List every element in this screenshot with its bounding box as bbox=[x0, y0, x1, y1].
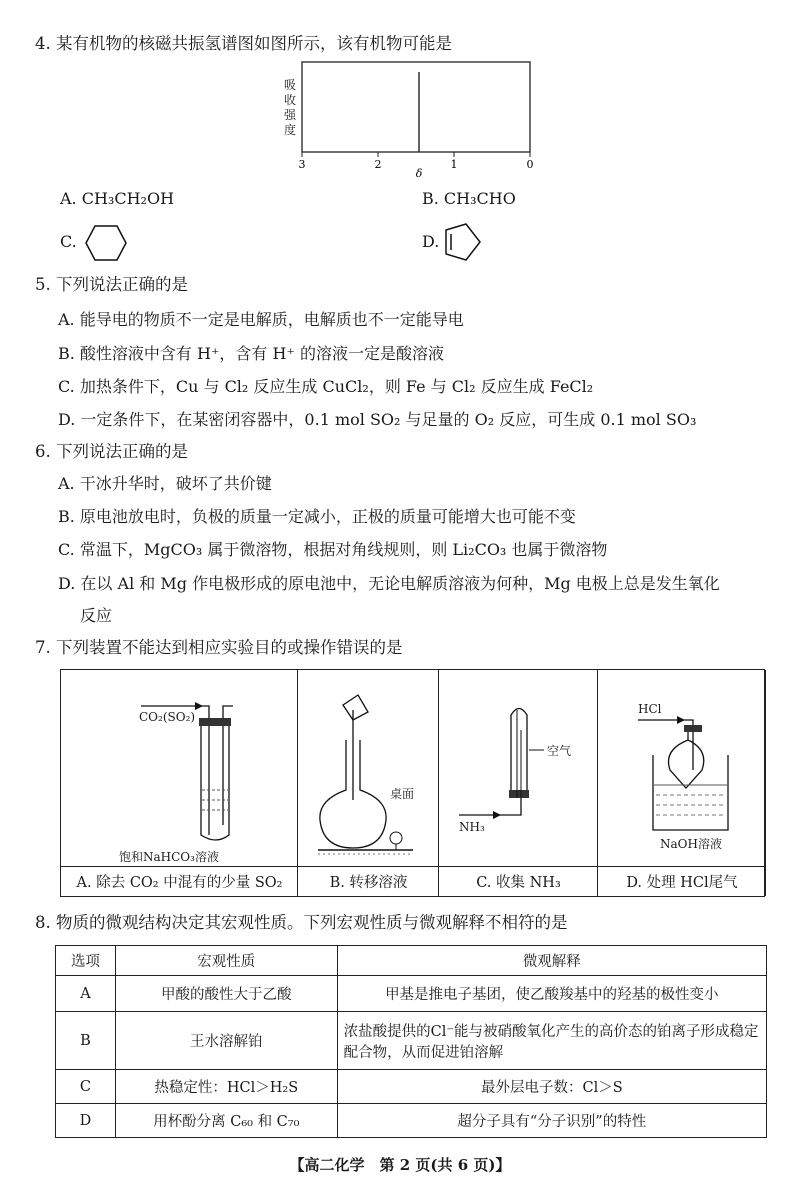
q6-option-a: A. 干冰升华时，破坏了共价键 bbox=[58, 474, 272, 493]
panel-d-caption: D. 处理 HCl尾气 bbox=[626, 875, 738, 891]
panel-a-solution-label: 饱和NaHCO₃溶液 bbox=[119, 850, 219, 864]
q4-option-a: A. CH₃CH₂OH bbox=[60, 189, 175, 208]
y-axis-label: 吸收强度 bbox=[284, 78, 297, 137]
panel-c-caption: C. 收集 NH₃ bbox=[476, 875, 561, 891]
q5-option-a: A. 能导电的物质不一定是电解质，电解质也不一定能导电 bbox=[58, 310, 464, 329]
row-d-macro: 用杯酚分离 C₆₀ 和 C₇₀ bbox=[115, 1104, 337, 1138]
panel-b-caption: B. 转移溶液 bbox=[329, 875, 408, 891]
panel-a bbox=[61, 670, 298, 896]
q6-option-d: D. 在以 Al 和 Mg 作电极形成的原电池中，无论电解质溶液为何种，Mg 电极上总是发生氧化 bbox=[58, 574, 720, 593]
table-row bbox=[56, 976, 767, 1012]
cyclopentene-structure bbox=[440, 222, 484, 264]
panel-d-hcl-label: HCl bbox=[638, 702, 662, 716]
page-footer: 【高二化学 第 2 页(共 6 页)】 bbox=[289, 1156, 511, 1174]
x-axis-label: δ bbox=[415, 167, 423, 180]
q6-option-b: B. 原电池放电时，负极的质量一定减小，正极的质量可能增大也可能不变 bbox=[58, 507, 576, 526]
q5-option-d: D. 一定条件下，在某密闭容器中，0.1 mol SO₂ 与足量的 O₂ 反应，可生成 0.1 mol SO₃ bbox=[58, 410, 697, 429]
row-b-macro: 王水溶解铂 bbox=[115, 1012, 337, 1070]
table-row bbox=[56, 1070, 767, 1104]
header-micro: 微观解释 bbox=[337, 946, 766, 976]
row-c-micro: 最外层电子数：Cl＞S bbox=[337, 1070, 766, 1104]
q6-stem: 6. 下列说法正确的是 bbox=[35, 442, 188, 461]
table-row bbox=[56, 1104, 767, 1138]
panel-c-nh3-label: NH₃ bbox=[459, 820, 485, 834]
row-c-macro: 热稳定性：HCl＞H₂S bbox=[115, 1070, 337, 1104]
q5-stem: 5. 下列说法正确的是 bbox=[35, 275, 188, 294]
panel-a-gas-label: CO₂(SO₂) bbox=[139, 710, 196, 724]
nmr-spectrum-plot bbox=[282, 60, 542, 185]
row-c-option: C bbox=[56, 1070, 116, 1104]
row-a-macro: 甲酸的酸性大于乙酸 bbox=[115, 976, 337, 1012]
panel-d-naoh-label: NaOH溶液 bbox=[660, 837, 722, 851]
panel-c-drawing bbox=[439, 670, 598, 866]
row-d-option: D bbox=[56, 1104, 116, 1138]
tick-label-2: 2 bbox=[374, 158, 382, 171]
row-b-option: B bbox=[56, 1012, 116, 1070]
q4-option-b: B. CH₃CHO bbox=[422, 189, 516, 208]
header-macro: 宏观性质 bbox=[115, 946, 337, 976]
q4-option-d: D. bbox=[422, 232, 440, 251]
cyclohexane-structure bbox=[84, 223, 128, 263]
q7-apparatus-table bbox=[60, 669, 765, 897]
table-row bbox=[56, 1012, 767, 1070]
tick-label-1: 1 bbox=[450, 158, 458, 171]
header-option: 选项 bbox=[56, 946, 116, 976]
q6-option-d-cont: 反应 bbox=[80, 606, 113, 625]
plot-frame bbox=[302, 62, 530, 152]
panel-c-air-label: 空气 bbox=[547, 744, 572, 758]
q6-option-c: C. 常温下，MgCO₃ 属于微溶物，根据对角线规则，则 Li₂CO₃ 也属于微溶物 bbox=[58, 540, 608, 559]
caption-divider bbox=[61, 866, 764, 867]
nmr-spectrum bbox=[282, 60, 542, 185]
q7-stem: 7. 下列装置不能达到相应实验目的或操作错误的是 bbox=[35, 638, 403, 657]
panel-b bbox=[298, 670, 439, 896]
row-b-micro: 浓盐酸提供的Cl⁻能与被硝酸氧化产生的高价态的铂离子形成稳定配合物，从而促进铂溶解 bbox=[337, 1012, 766, 1070]
panel-a-drawing bbox=[61, 670, 298, 866]
row-a-micro: 甲基是推电子基团，使乙酸羧基中的羟基的极性变小 bbox=[337, 976, 766, 1012]
q5-option-c: C. 加热条件下，Cu 与 Cl₂ 反应生成 CuCl₂，则 Fe 与 Cl₂ 反应生成 FeCl₂ bbox=[58, 377, 594, 396]
row-d-micro: 超分子具有“分子识别”的特性 bbox=[337, 1104, 766, 1138]
panel-c bbox=[439, 670, 598, 896]
tick-label-3: 3 bbox=[298, 158, 306, 171]
q5-option-b: B. 酸性溶液中含有 H⁺，含有 H⁺ 的溶液一定是酸溶液 bbox=[58, 344, 444, 363]
row-a-option: A bbox=[56, 976, 116, 1012]
panel-d bbox=[598, 670, 766, 896]
q4-stem: 4. 某有机物的核磁共振氢谱图如图所示，该有机物可能是 bbox=[35, 34, 452, 53]
q8-stem: 8. 物质的微观结构决定其宏观性质。下列宏观性质与微观解释不相符的是 bbox=[35, 913, 568, 932]
q8-table bbox=[55, 945, 767, 1138]
panel-a-caption: A. 除去 CO₂ 中混有的少量 SO₂ bbox=[76, 875, 283, 891]
q4-option-c: C. bbox=[60, 232, 77, 251]
panel-b-drawing bbox=[298, 670, 439, 866]
panel-b-table-label: 桌面 bbox=[390, 787, 415, 801]
tick-label-0: 0 bbox=[526, 158, 534, 171]
q8-header-row bbox=[56, 946, 767, 976]
